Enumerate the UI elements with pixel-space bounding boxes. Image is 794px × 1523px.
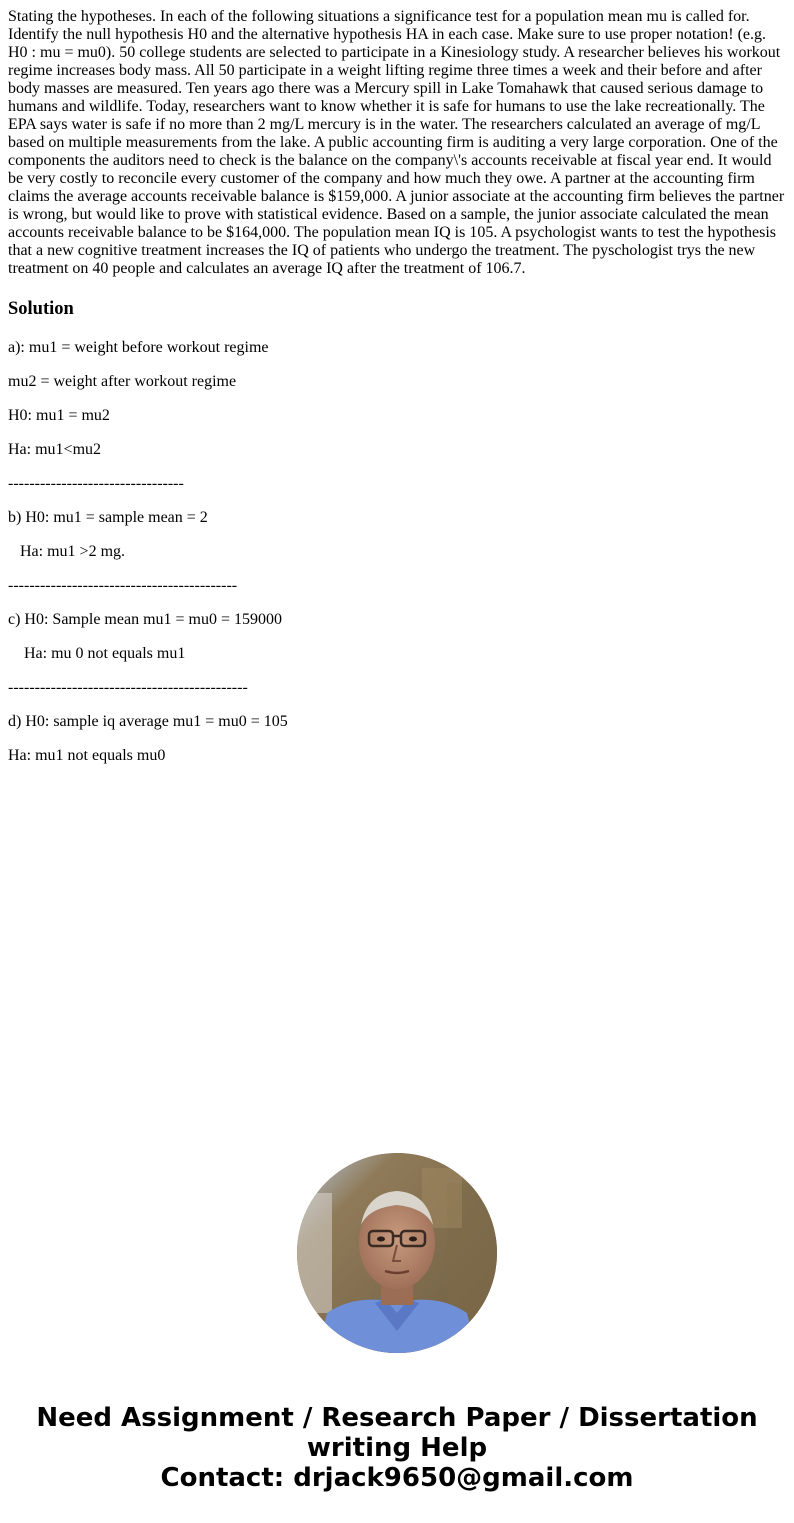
solution-body [8,339,786,765]
page-content [8,8,789,781]
solution-line: mu2 = weight after workout regime [8,373,237,390]
solution-heading: Solution [8,299,74,319]
footer-contact-line: Contact: drjack9650@gmail.com [160,1463,634,1493]
solution-line: d) H0: sample iq average mu1 = mu0 = 105 [8,713,288,730]
contact-footer [0,1403,794,1493]
footer-line-2: writing Help [306,1433,488,1463]
solution-line: Ha: mu 0 not equals mu1 [8,645,186,662]
solution-line: b) H0: mu1 = sample mean = 2 [8,509,208,526]
question-text: Stating the hypotheses. In each of the following situations a significance test for a population mean mu is called for. Identify the null hypothesis H0 and the alternative hypothesis HA in each case. Make sure to use proper notation! (e.g. H0 : mu = mu0). 50 college students are selected to participate in a Kinesiology study. A researcher believes his workout regime increases body mass. All 50 participate in a weight lifting regime three times a week and their before and after body masses are measured. Ten years ago there was a Mercury spill in Lake Tomahawk that caused serious damage to humans and wildlife. Today, researchers want to know whether it is safe for humans to use the lake recreationally. The EPA says water is safe if no more than 2 mg/L mercury is in the water. The researchers calculated an average of mg/L based on multiple measurements from the lake. A public accounting firm is auditing a very large corporation. One of the components the auditors need to check is the balance on the company\'s accounts receivable at fiscal year end. It would be very costly to reconcile every customer of the company and how much they owe. A partner at the accounting firm claims the average accounts receivable balance is $159,000. A junior associate at the accounting firm believes the partner is wrong, but would like to prove with statistical evidence. Based on a sample, the junior associate calculated the mean accounts receivable balance to be $164,000. The population mean IQ is 105. A psychologist wants to test the hypothesis that a new cognitive treatment increases the IQ of patients who undergo the treatment. The pyschologist trys the new treatment on 40 people and calculates an average IQ after the treatment of 106.7. [8,8,789,277]
solution-divider: --------------------------------------------- [8,679,248,696]
solution-divider: --------------------------------- [8,475,184,492]
solution-line: c) H0: Sample mean mu1 = mu0 = 159000 [8,611,283,628]
solution-divider: ------------------------------------------- [8,577,238,594]
solution-line: H0: mu1 = mu2 [8,407,110,424]
solution-line: Ha: mu1 not equals mu0 [8,747,166,764]
avatar [297,1153,497,1353]
solution-line: Ha: mu1<mu2 [8,441,102,458]
footer-line-1: Need Assignment / Research Paper / Dissertation [36,1403,758,1433]
person-photo-icon [297,1153,497,1353]
solution-line: a): mu1 = weight before workout regime [8,339,269,356]
solution-line: Ha: mu1 >2 mg. [8,543,126,560]
